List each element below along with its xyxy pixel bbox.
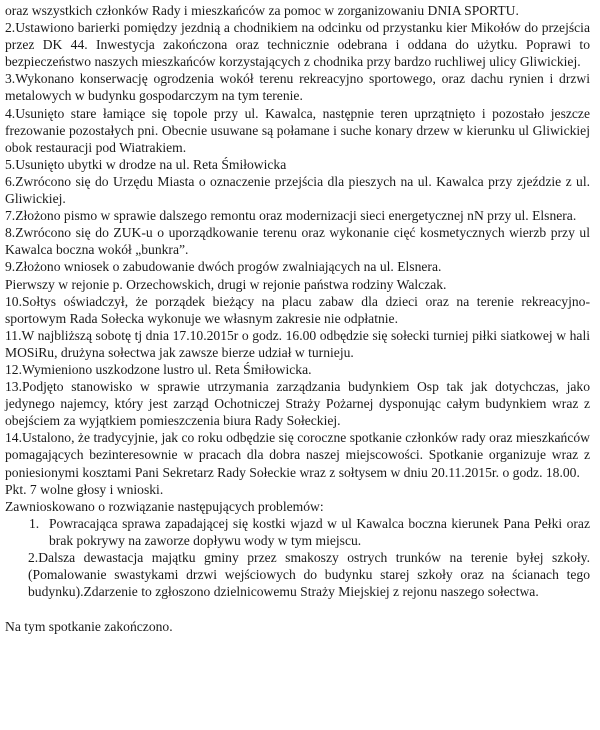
paragraph-item-2: 2.Ustawiono barierki pomiędzy jezdnią a chodnikiem na odcinku od przystanku kier Mikołów do przejścia przez DK 44. Inwestycja zakończona oraz technicznie odebrana i oddana do użytku. Poprawi to bezpieczeństwo naszych mieszkańców korzystających z chodnika przy bardzo ruchliwej ulicy Gliwickiej.	[5, 20, 590, 70]
paragraph-item-6: 6.Zwrócono się do Urzędu Miasta o oznaczenie przejścia dla pieszych na ul. Kawalca przy zjeździe z ul. Gliwickiej.	[5, 173, 590, 207]
paragraph-item-9-detail: Pierwszy w rejonie p. Orzechowskich, drugi w rejonie państwa rodziny Walczak.	[5, 276, 447, 292]
paragraph-item-9: 9.Złożono wniosek o zabudowanie dwóch progów zwalniających na ul. Elsnera.	[5, 259, 442, 275]
list-item-2: 2.Dalsza dewastacja majątku gminy przez smakoszy ostrych trunków na terenie byłej szkoły.(Pomalowanie swastykami drzwi wejściowych do budynku starej szkoły oraz na ścianach tego budynku).Zdarzenie to zgłoszono dzielnicowemu Straży Miejskiej z rejonu naszego sołectwa.	[28, 550, 590, 600]
list-item	[29, 515, 590, 549]
paragraph-continuation: oraz wszystkich członków Rady i mieszkańców za pomoc w zorganizowaniu DNIA SPORTU.	[5, 3, 519, 18]
list-item-number: 1.	[29, 515, 40, 531]
paragraph-item-4: 4.Usunięto stare łamiące się topole przy ul. Kawalca, następnie teren uprzątnięto i pozostało jeszcze frezowanie pozostałych pni. Obecnie usuwane są połamane i suche konary drzew w kierunku ul Gliwickiej obok restauracji pod Wiatrakiem.	[5, 105, 590, 155]
list-item-text: Powracająca sprawa zapadającej się kostki wjazd w ul Kawalca boczna kierunek Pana Pełki oraz brak pokrywy na zaworze dopływu wody w tym miejscu.	[49, 515, 590, 548]
paragraph-item-7: 7.Złożono pismo w sprawie dalszego remontu oraz modernizacji sieci energetycznej nN przy ul. Elsnera.	[5, 208, 577, 224]
paragraph-motions-intro: Zawnioskowano o rozwiązanie następujących problemów:	[5, 498, 324, 514]
paragraph-point-7: Pkt. 7 wolne głosy i wnioski.	[5, 481, 164, 497]
motions-list	[5, 515, 590, 549]
closing-line: Na tym spotkanie zakończono.	[5, 619, 173, 635]
paragraph-item-8: 8.Zwrócono się do ZUK-u o uporządkowanie terenu oraz wykonanie cięć kosmetycznych wierzb przy ul Kawalca boczna wokół „bunkra”.	[5, 225, 590, 258]
paragraph-item-14: 14.Ustalono, że tradycyjnie, jak co roku odbędzie się coroczne spotkanie członków rady oraz mieszkańców pomagających bezinteresownie w pracach dla dobra naszej miejscowości. Spotkanie organizuje wraz z poniesionymi kosztami Pani Sekretarz Rady Sołeckie wraz z sołtysem w dniu 20.11.2015r. o godz. 18.00.	[5, 430, 590, 480]
paragraph-item-13: 13.Podjęto stanowisko w sprawie utrzymania zarządzania budynkiem Osp tak jak dotychczas, jako jedynego najemcy, który jest zarząd Ochotniczej Straży Pożarnej dysponując całym budynkiem wraz z obejściem za wyjątkiem pomieszczenia biura Rady Sołeckiej.	[5, 379, 590, 429]
paragraph-item-10: 10.Sołtys oświadczył, że porządek bieżący na placu zabaw dla dzieci oraz na terenie rekreacyjno-sportowym Rada Sołecka wykonuje we własnym zakresie nie odpłatnie.	[5, 293, 590, 326]
paragraph-item-12: 12.Wymieniono uszkodzone lustro ul. Reta Śmiłowicka.	[5, 361, 312, 377]
paragraph-item-5: 5.Usunięto ubytki w drodze na ul. Reta Śmiłowicka	[5, 156, 287, 172]
paragraph-item-11: 11.W najbliższą sobotę tj dnia 17.10.2015r o godz. 16.00 odbędzie się sołecki turniej piłki siatkowej w hali MOSiRu, drużyna sołectwa jak zawsze bierze udział w turnieju.	[5, 327, 590, 360]
paragraph-item-3: 3.Wykonano konserwację ogrodzenia wokół terenu rekreacyjno sportowego, oraz dachu rynien i drzwi metalowych w budynku gospodarczym na tym terenie.	[5, 71, 590, 104]
